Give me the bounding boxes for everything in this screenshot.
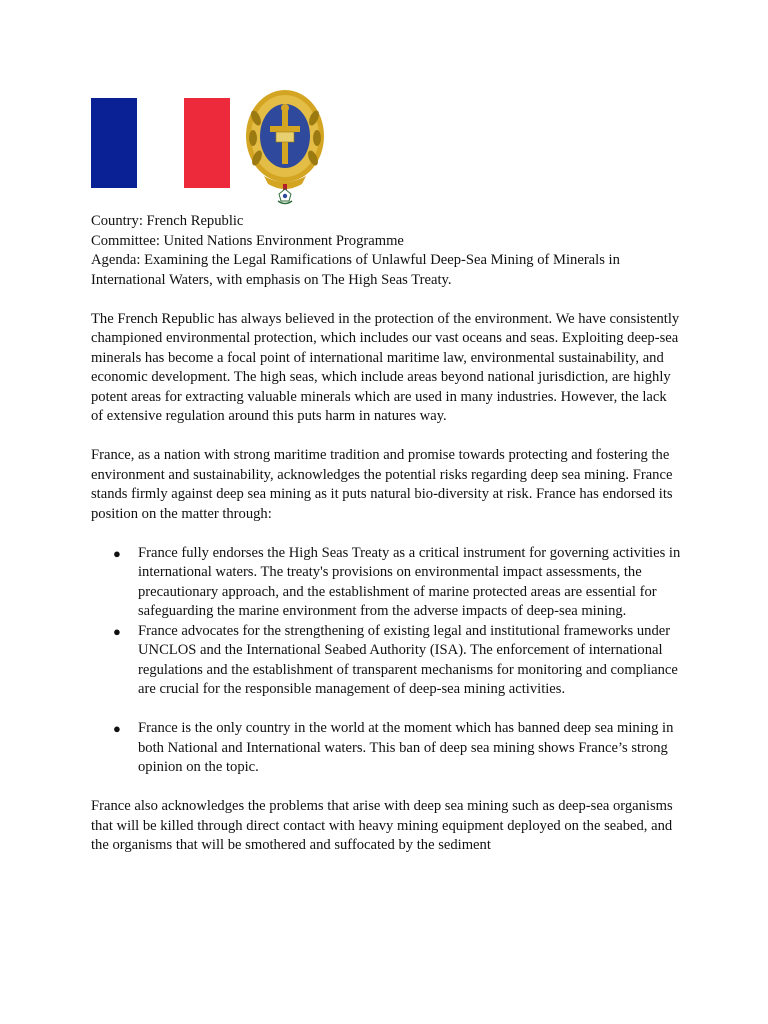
bullet-icon: ● <box>113 545 121 561</box>
paragraph-intro: The French Republic has always believed in the protection of the environment. We have consistently championed environmental protection, which includes our vast oceans and seas. Exploiting deep-sea minerals has become a focal point of international maritime law, environmental sustainability, and economic development. The high seas, which include areas beyond national jurisdiction, are highly potent areas for extracting valuable minerals which are used in many industries. However, the lack of extensive regulation around this puts harm in natures way. <box>91 310 680 424</box>
list-item <box>91 719 681 778</box>
position-bullet-list <box>91 544 681 778</box>
header-images <box>91 88 681 212</box>
list-item <box>91 544 681 622</box>
document-body <box>91 212 681 856</box>
french-flag <box>91 98 230 188</box>
bullet-text-ban: France is the only country in the world at the moment which has banned deep sea mining in both National and International waters. This ban of deep sea mining shows France’s strong opinion on the topic. <box>138 720 674 775</box>
document-page <box>91 88 681 856</box>
flag-stripe-red <box>184 98 230 188</box>
bullet-icon: ● <box>113 623 121 639</box>
committee-line: Committee: United Nations Environment Programme <box>91 232 404 249</box>
bullet-text-high-seas-treaty: France fully endorses the High Seas Treaty as a critical instrument for governing activities in international waters. The treaty's provisions on environmental impact assessments, the precautionary approach, and the establishment of marine protected areas are essential for safeguarding the marine environment from the adverse impacts of deep-sea mining. <box>138 544 681 619</box>
country-line: Country: French Republic <box>91 213 244 229</box>
list-item <box>91 622 681 700</box>
paragraph-closing: France also acknowledges the problems that arise with deep sea mining such as deep-sea organisms that will be killed through direct contact with heavy mining equipment deployed on the seabed, and the organisms that will be smothered and suffocated by the sediment <box>91 798 673 853</box>
paragraph-position: France, as a nation with strong maritime tradition and promise towards protecting and fostering the environment and sustainability, acknowledges the potential risks regarding deep sea mining. France stands firmly against deep sea mining as it puts natural bio-diversity at risk. France has endorsed its position on the matter through: <box>91 447 673 522</box>
coat-of-arms-emblem <box>244 88 326 208</box>
bullet-icon: ● <box>113 721 121 736</box>
flag-stripe-white <box>137 98 183 188</box>
flag-stripe-blue <box>91 98 137 188</box>
bullet-text-unclos-isa: France advocates for the strengthening of existing legal and institutional frameworks under UNCLOS and the International Seabed Authority (ISA). The enforcement of international regulations and the establishment of transparent mechanisms for monitoring and compliance are crucial for the responsible management of deep-sea mining activities. <box>138 622 678 697</box>
agenda-line: Agenda: Examining the Legal Ramifications of Unlawful Deep-Sea Mining of Minerals in International Waters, with emphasis on The High Seas Treaty. <box>91 252 620 288</box>
